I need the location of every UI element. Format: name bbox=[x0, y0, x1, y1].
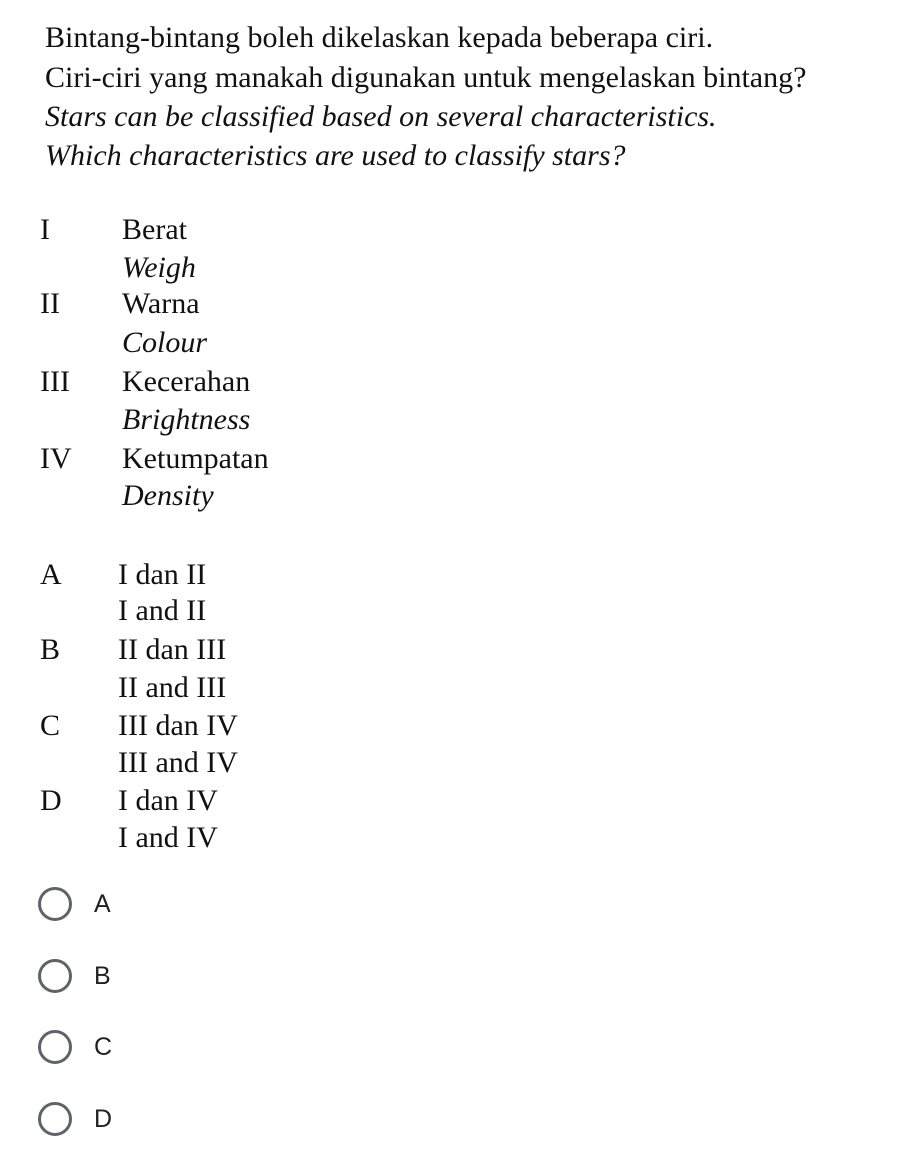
choice-ms: I dan IV bbox=[118, 784, 218, 817]
choice-en: I and II bbox=[118, 594, 207, 627]
question-en-line1: Stars can be classified based on several characteristics. bbox=[45, 100, 717, 133]
statement-en: Density bbox=[122, 479, 214, 512]
statement-ms: Warna bbox=[122, 287, 200, 320]
radio-circle-icon[interactable] bbox=[38, 959, 72, 993]
choice-letter: D bbox=[40, 784, 62, 817]
statement-en: Colour bbox=[122, 326, 208, 359]
choice-en: I and IV bbox=[118, 821, 218, 854]
statement-en: Weigh bbox=[122, 251, 196, 284]
choice-ms: I dan II bbox=[118, 558, 207, 591]
radio-label: A bbox=[94, 889, 111, 918]
radio-option-a[interactable] bbox=[38, 884, 111, 924]
choice-letter: B bbox=[40, 633, 61, 666]
statement-ms: Kecerahan bbox=[122, 365, 251, 398]
statement-en: Brightness bbox=[122, 403, 251, 436]
radio-circle-icon[interactable] bbox=[38, 887, 72, 921]
question-ms-line1: Bintang-bintang boleh dikelaskan kepada beberapa ciri. bbox=[45, 21, 714, 54]
question-en-line2: Which characteristics are used to classify stars? bbox=[45, 139, 626, 172]
radio-option-d[interactable] bbox=[38, 1099, 112, 1139]
radio-label: B bbox=[94, 961, 111, 990]
statement-ms: Berat bbox=[122, 213, 187, 246]
radio-label: C bbox=[94, 1032, 113, 1061]
radio-option-b[interactable] bbox=[38, 956, 111, 996]
statement-ms: Ketumpatan bbox=[122, 442, 269, 475]
statement-number: II bbox=[40, 287, 60, 320]
radio-label: D bbox=[94, 1104, 113, 1133]
choice-ms: III dan IV bbox=[118, 709, 238, 742]
radio-circle-icon[interactable] bbox=[38, 1030, 72, 1064]
statement-number: I bbox=[40, 213, 50, 246]
radio-option-c[interactable] bbox=[38, 1027, 112, 1067]
choice-en: III and IV bbox=[118, 746, 238, 779]
statement-number: IV bbox=[40, 442, 72, 475]
radio-circle-icon[interactable] bbox=[38, 1102, 72, 1136]
choice-letter: C bbox=[40, 709, 61, 742]
choice-letter: A bbox=[40, 558, 62, 591]
statement-number: III bbox=[40, 365, 70, 398]
choice-en: II and III bbox=[118, 671, 227, 704]
choice-ms: II dan III bbox=[118, 633, 227, 666]
question-ms-line2: Ciri-ciri yang manakah digunakan untuk mengelaskan bintang? bbox=[45, 61, 807, 94]
